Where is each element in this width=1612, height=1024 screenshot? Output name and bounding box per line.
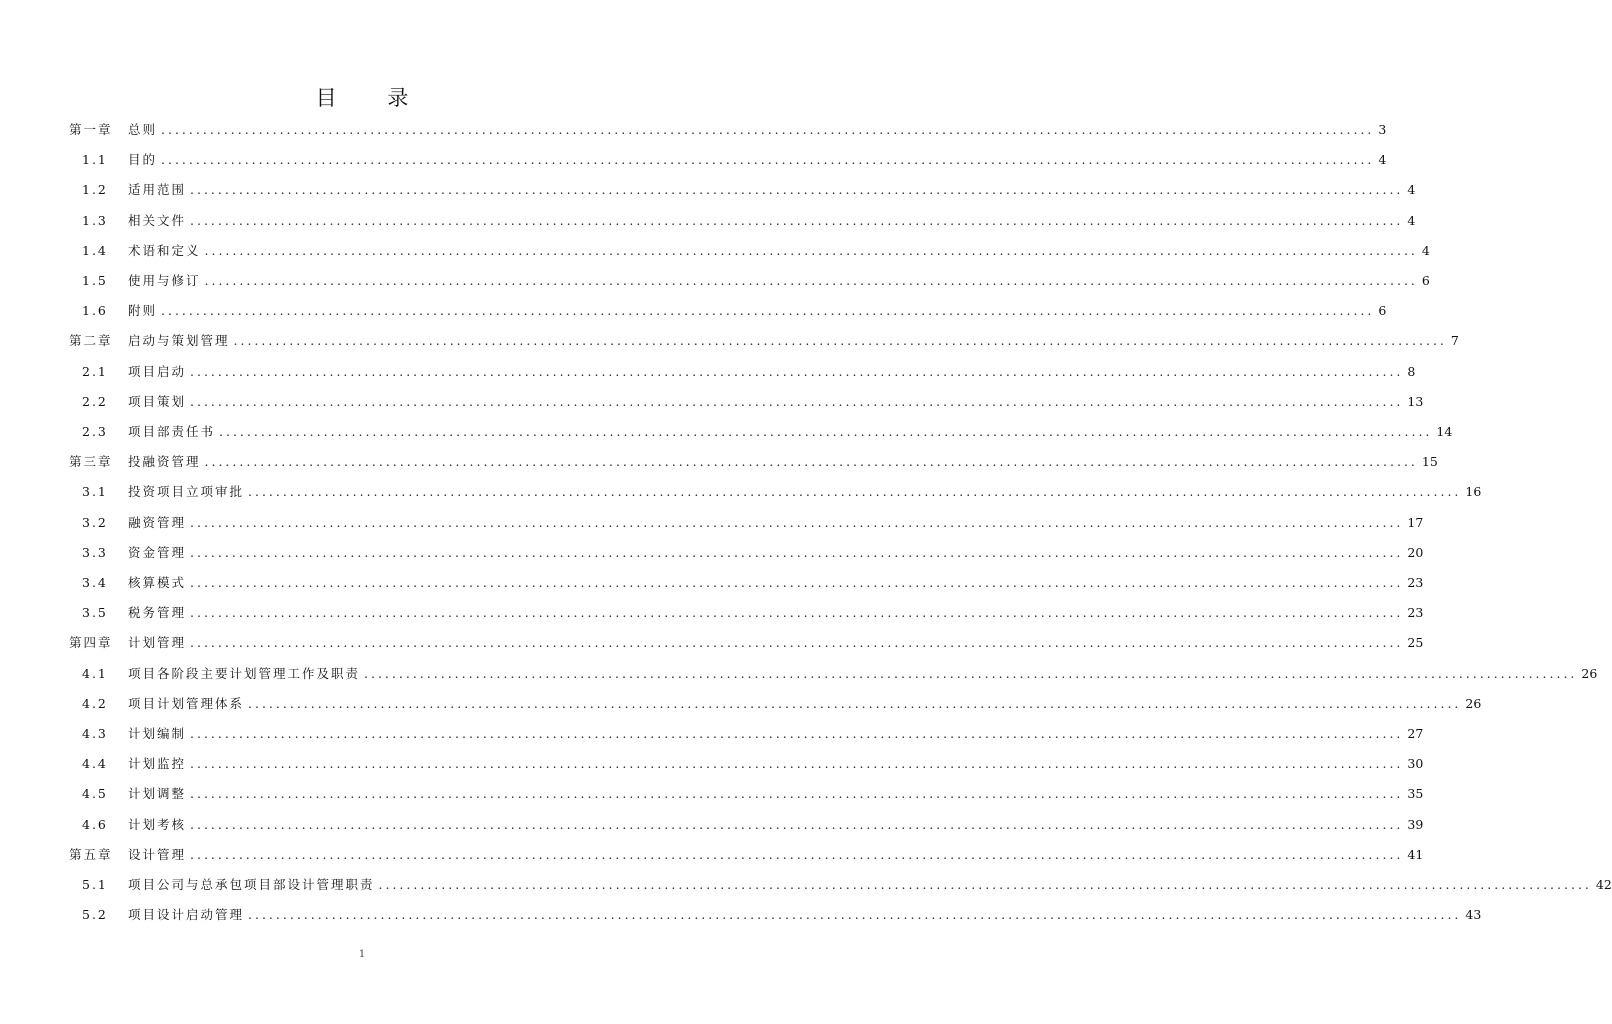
toc-entry-body — [128, 659, 1598, 689]
toc-page-number: 15 — [1421, 454, 1438, 470]
toc-entry[interactable] — [0, 236, 1430, 266]
toc-entry[interactable] — [0, 115, 1387, 145]
toc-entry[interactable] — [0, 840, 1424, 870]
toc-page-number: 41 — [1407, 846, 1424, 862]
toc-entry[interactable] — [0, 749, 1424, 779]
toc-page-number: 4 — [1421, 242, 1430, 258]
toc-page-number: 42 — [1595, 877, 1612, 892]
toc-entry-body — [128, 719, 1424, 749]
toc-page-number: 35 — [1407, 786, 1424, 802]
toc-entry-body — [128, 296, 1387, 326]
dot-leader: .............................................................................................................................................................................. — [161, 152, 1375, 168]
section-number: 4.5 — [82, 786, 108, 802]
toc-entry-body — [128, 145, 1387, 175]
toc-entry-label: 项目计划管理体系 — [128, 695, 245, 711]
toc-entry-body — [128, 689, 1482, 719]
toc-entry[interactable] — [0, 387, 1424, 417]
toc-entry[interactable] — [0, 538, 1424, 568]
toc-entry[interactable] — [0, 508, 1424, 538]
toc-entry-label: 计划管理 — [128, 635, 187, 651]
section-number: 2.3 — [82, 424, 108, 439]
toc-entry-label: 投融资管理 — [128, 454, 201, 470]
toc-entry-label: 核算模式 — [128, 575, 187, 590]
toc-entry-label: 项目启动 — [128, 363, 187, 379]
dot-leader: .............................................................................................................................................................................. — [204, 273, 1418, 288]
toc-entry-label: 总则 — [128, 122, 158, 137]
dot-leader: .............................................................................................................................................................................. — [190, 544, 1404, 560]
toc-entry[interactable] — [0, 689, 1482, 719]
toc-page-number: 4 — [1407, 212, 1416, 228]
toc-entry[interactable] — [0, 719, 1424, 749]
toc-entry-body — [128, 568, 1424, 598]
section-number: 2.2 — [82, 393, 108, 409]
toc-entry-body — [128, 447, 1438, 477]
dot-leader: .............................................................................................................................................................................. — [378, 877, 1592, 892]
toc-entry-body — [128, 810, 1424, 840]
toc-entry[interactable] — [0, 870, 1612, 900]
toc-page-number: 20 — [1407, 544, 1424, 560]
toc-page-number: 23 — [1407, 605, 1424, 621]
dot-leader: .............................................................................................................................................................................. — [190, 393, 1404, 409]
section-number: 4.6 — [82, 816, 108, 832]
section-number: 4.2 — [82, 695, 108, 711]
toc-entry-label: 附则 — [128, 303, 158, 319]
toc-entry-label: 计划考核 — [128, 816, 187, 832]
toc-entry[interactable] — [0, 266, 1430, 296]
dot-leader: .............................................................................................................................................................................. — [190, 635, 1404, 651]
toc-entry-body — [128, 236, 1430, 266]
section-number: 2.1 — [82, 363, 108, 379]
dot-leader: .............................................................................................................................................................................. — [161, 122, 1375, 137]
section-number: 4.3 — [82, 726, 108, 741]
dot-leader: .............................................................................................................................................................................. — [190, 846, 1404, 862]
toc-entry-body — [128, 598, 1424, 628]
section-number: 3.3 — [82, 544, 108, 560]
toc-page-number: 30 — [1407, 756, 1424, 772]
toc-entry-label: 计划监控 — [128, 756, 187, 772]
toc-entry-body — [128, 326, 1459, 356]
toc-page-number: 7 — [1450, 333, 1459, 349]
dot-leader: .............................................................................................................................................................................. — [161, 303, 1375, 319]
toc-page-number: 4 — [1407, 182, 1416, 198]
toc-entry-body — [128, 508, 1424, 538]
section-number: 1.6 — [82, 303, 108, 319]
section-number: 1.5 — [82, 273, 108, 288]
toc-entry-label: 目的 — [128, 152, 158, 168]
toc-entry-body — [128, 870, 1612, 900]
toc-entry[interactable] — [0, 447, 1438, 477]
toc-page-number: 16 — [1465, 484, 1482, 500]
dot-leader: .............................................................................................................................................................................. — [190, 363, 1404, 379]
section-number: 1.2 — [82, 182, 108, 198]
toc-page-number: 6 — [1378, 303, 1387, 319]
dot-leader: .............................................................................................................................................................................. — [248, 907, 1462, 923]
toc-entry-body — [128, 175, 1416, 205]
toc-entry-label: 资金管理 — [128, 544, 187, 560]
toc-page-number: 25 — [1407, 635, 1424, 651]
toc-entry-label: 融资管理 — [128, 514, 187, 530]
toc-page-number: 23 — [1407, 575, 1424, 590]
toc-page-number: 43 — [1465, 907, 1482, 923]
toc-entry-label: 投资项目立项审批 — [128, 484, 245, 500]
section-number: 4.1 — [82, 665, 108, 681]
toc-page-number: 27 — [1407, 726, 1424, 741]
toc-entry-label: 税务管理 — [128, 605, 187, 621]
section-number: 1.1 — [82, 152, 108, 168]
dot-leader: .............................................................................................................................................................................. — [190, 514, 1404, 530]
dot-leader: .............................................................................................................................................................................. — [190, 182, 1404, 198]
toc-entry-body — [128, 749, 1424, 779]
chapter-number: 第四章 — [69, 635, 113, 651]
dot-leader: .............................................................................................................................................................................. — [190, 786, 1404, 802]
toc-entry-body — [128, 538, 1424, 568]
toc-entry[interactable] — [0, 477, 1482, 507]
toc-entry[interactable] — [0, 357, 1416, 387]
toc-page-number: 4 — [1378, 152, 1387, 168]
toc-page-number: 13 — [1407, 393, 1424, 409]
dot-leader: .............................................................................................................................................................................. — [248, 695, 1462, 711]
toc-page-number: 14 — [1436, 424, 1453, 439]
toc-entry-body — [128, 206, 1416, 236]
toc-entry-label: 项目公司与总承包项目部设计管理职责 — [128, 877, 375, 892]
toc-entry-label: 项目部责任书 — [128, 424, 216, 439]
toc-entry-body — [128, 840, 1424, 870]
toc-entry-body — [128, 266, 1430, 296]
section-number: 1.4 — [82, 242, 108, 258]
chapter-number: 第五章 — [69, 846, 113, 862]
toc-entry-label: 适用范围 — [128, 182, 187, 198]
toc-entry-body — [128, 115, 1387, 145]
toc-page-number: 26 — [1581, 665, 1598, 681]
dot-leader: .............................................................................................................................................................................. — [190, 816, 1404, 832]
toc-entry-body — [128, 628, 1424, 658]
dot-leader: .............................................................................................................................................................................. — [219, 424, 1433, 439]
toc-entry-label: 计划调整 — [128, 786, 187, 802]
section-number: 5.2 — [82, 907, 108, 923]
page-number: 1 — [358, 949, 366, 960]
toc-entry-label: 启动与策划管理 — [128, 333, 230, 349]
toc-entry-body — [128, 779, 1424, 809]
toc-page-number: 17 — [1407, 514, 1424, 530]
toc-entry[interactable] — [0, 296, 1387, 326]
toc-entry[interactable] — [0, 628, 1424, 658]
toc-entry[interactable] — [0, 900, 1482, 930]
section-number: 3.2 — [82, 514, 108, 530]
toc-entry[interactable] — [0, 206, 1416, 236]
toc-entry-body — [128, 900, 1482, 930]
dot-leader: .............................................................................................................................................................................. — [248, 484, 1462, 500]
dot-leader: .............................................................................................................................................................................. — [190, 756, 1404, 772]
toc-page-number: 39 — [1407, 816, 1424, 832]
toc-page-number: 3 — [1378, 122, 1387, 137]
toc-page-number: 26 — [1465, 695, 1482, 711]
toc-entry[interactable] — [0, 598, 1424, 628]
toc-entry[interactable] — [0, 810, 1424, 840]
toc-entry[interactable] — [0, 175, 1416, 205]
toc-entry[interactable] — [0, 417, 1453, 447]
toc-entry-label: 项目策划 — [128, 393, 187, 409]
toc-entry-body — [128, 477, 1482, 507]
toc-entry[interactable] — [0, 145, 1387, 175]
dot-leader: .............................................................................................................................................................................. — [364, 665, 1578, 681]
section-number: 3.1 — [82, 484, 108, 500]
toc-entry[interactable] — [0, 568, 1424, 598]
toc-entry-label: 计划编制 — [128, 726, 187, 741]
dot-leader: .............................................................................................................................................................................. — [233, 333, 1447, 349]
section-number: 3.4 — [82, 575, 108, 590]
toc-entry-body — [128, 387, 1424, 417]
section-number: 1.3 — [82, 212, 108, 228]
dot-leader: .............................................................................................................................................................................. — [190, 726, 1404, 741]
toc-entry[interactable] — [0, 779, 1424, 809]
dot-leader: .............................................................................................................................................................................. — [204, 242, 1418, 258]
dot-leader: .............................................................................................................................................................................. — [204, 454, 1418, 470]
toc-entry-label: 项目设计启动管理 — [128, 907, 245, 923]
toc-page-number: 6 — [1421, 273, 1430, 288]
toc-entry-label: 使用与修订 — [128, 273, 201, 288]
toc-title: 目 录 — [315, 86, 431, 110]
dot-leader: .............................................................................................................................................................................. — [190, 212, 1404, 228]
dot-leader: .............................................................................................................................................................................. — [190, 605, 1404, 621]
section-number: 3.5 — [82, 605, 108, 621]
toc-entry[interactable] — [0, 326, 1459, 356]
chapter-number: 第二章 — [69, 333, 113, 349]
dot-leader: .............................................................................................................................................................................. — [190, 575, 1404, 590]
toc-entry-label: 相关文件 — [128, 212, 187, 228]
toc-entry-label: 项目各阶段主要计划管理工作及职责 — [128, 665, 361, 681]
toc-entry-label: 设计管理 — [128, 846, 187, 862]
toc-page-number: 8 — [1407, 363, 1416, 379]
toc-entry-label: 术语和定义 — [128, 242, 201, 258]
section-number: 4.4 — [82, 756, 108, 772]
toc-entry-body — [128, 357, 1416, 387]
toc-entry-body — [128, 417, 1453, 447]
section-number: 5.1 — [82, 877, 108, 892]
toc-entry[interactable] — [0, 659, 1598, 689]
chapter-number: 第三章 — [69, 454, 113, 470]
chapter-number: 第一章 — [69, 122, 113, 137]
